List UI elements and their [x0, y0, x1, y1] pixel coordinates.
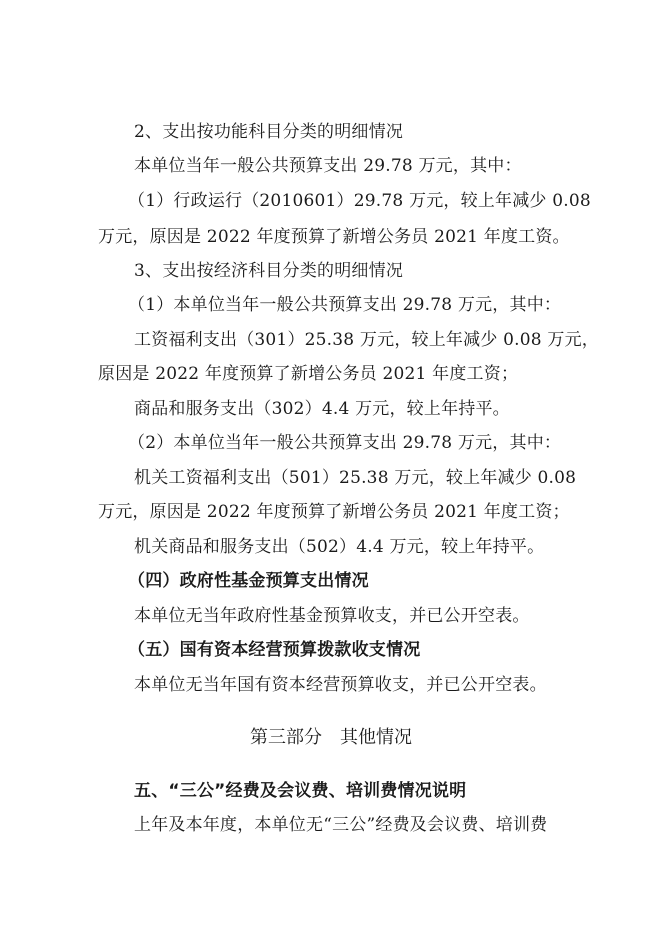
section-heading-three-public: 五、“三公”经费及会议费、培训费情况说明: [134, 781, 467, 801]
subsection-heading-functional: 2、支出按功能科目分类的明细情况: [134, 122, 404, 142]
part-title: 第三部分 其他情况: [250, 727, 412, 748]
paragraph-line: 机关商品和服务支出（502）4.4 万元，较上年持平。: [134, 537, 545, 557]
paragraph-line: 本单位当年一般公共预算支出 29.78 万元，其中：: [134, 156, 522, 176]
paragraph-line: 本单位无当年政府性基金预算收支，并已公开空表。: [134, 606, 530, 626]
paragraph-line: 万元，原因是 2022 年度预算了新增公务员 2021 年度工资；: [98, 502, 570, 522]
paragraph-line: 本单位无当年国有资本经营预算收支，并已公开空表。: [134, 675, 547, 695]
section-heading-government-fund: （四）政府性基金预算支出情况: [128, 571, 369, 591]
paragraph-line: （1）行政运行（2010601）29.78 万元，较上年减少 0.08: [128, 191, 591, 211]
section-heading-state-capital: （五）国有资本经营预算拨款收支情况: [128, 640, 421, 660]
subsection-heading-economic: 3、支出按经济科目分类的明细情况: [134, 261, 404, 281]
paragraph-line: 万元，原因是 2022 年度预算了新增公务员 2021 年度工资。: [98, 227, 570, 247]
paragraph-line: 机关工资福利支出（501）25.38 万元，较上年减少 0.08: [134, 468, 577, 488]
paragraph-line: 工资福利支出（301）25.38 万元，较上年减少 0.08 万元，: [134, 330, 599, 350]
paragraph-line: （1）本单位当年一般公共预算支出 29.78 万元，其中：: [128, 295, 562, 315]
paragraph-line: 上年及本年度，本单位无“三公”经费及会议费、培训费: [134, 815, 548, 835]
paragraph-line: （2）本单位当年一般公共预算支出 29.78 万元，其中：: [128, 433, 562, 453]
paragraph-line: 原因是 2022 年度预算了新增公务员 2021 年度工资；: [98, 364, 519, 384]
paragraph-line: 商品和服务支出（302）4.4 万元，较上年持平。: [134, 399, 510, 419]
